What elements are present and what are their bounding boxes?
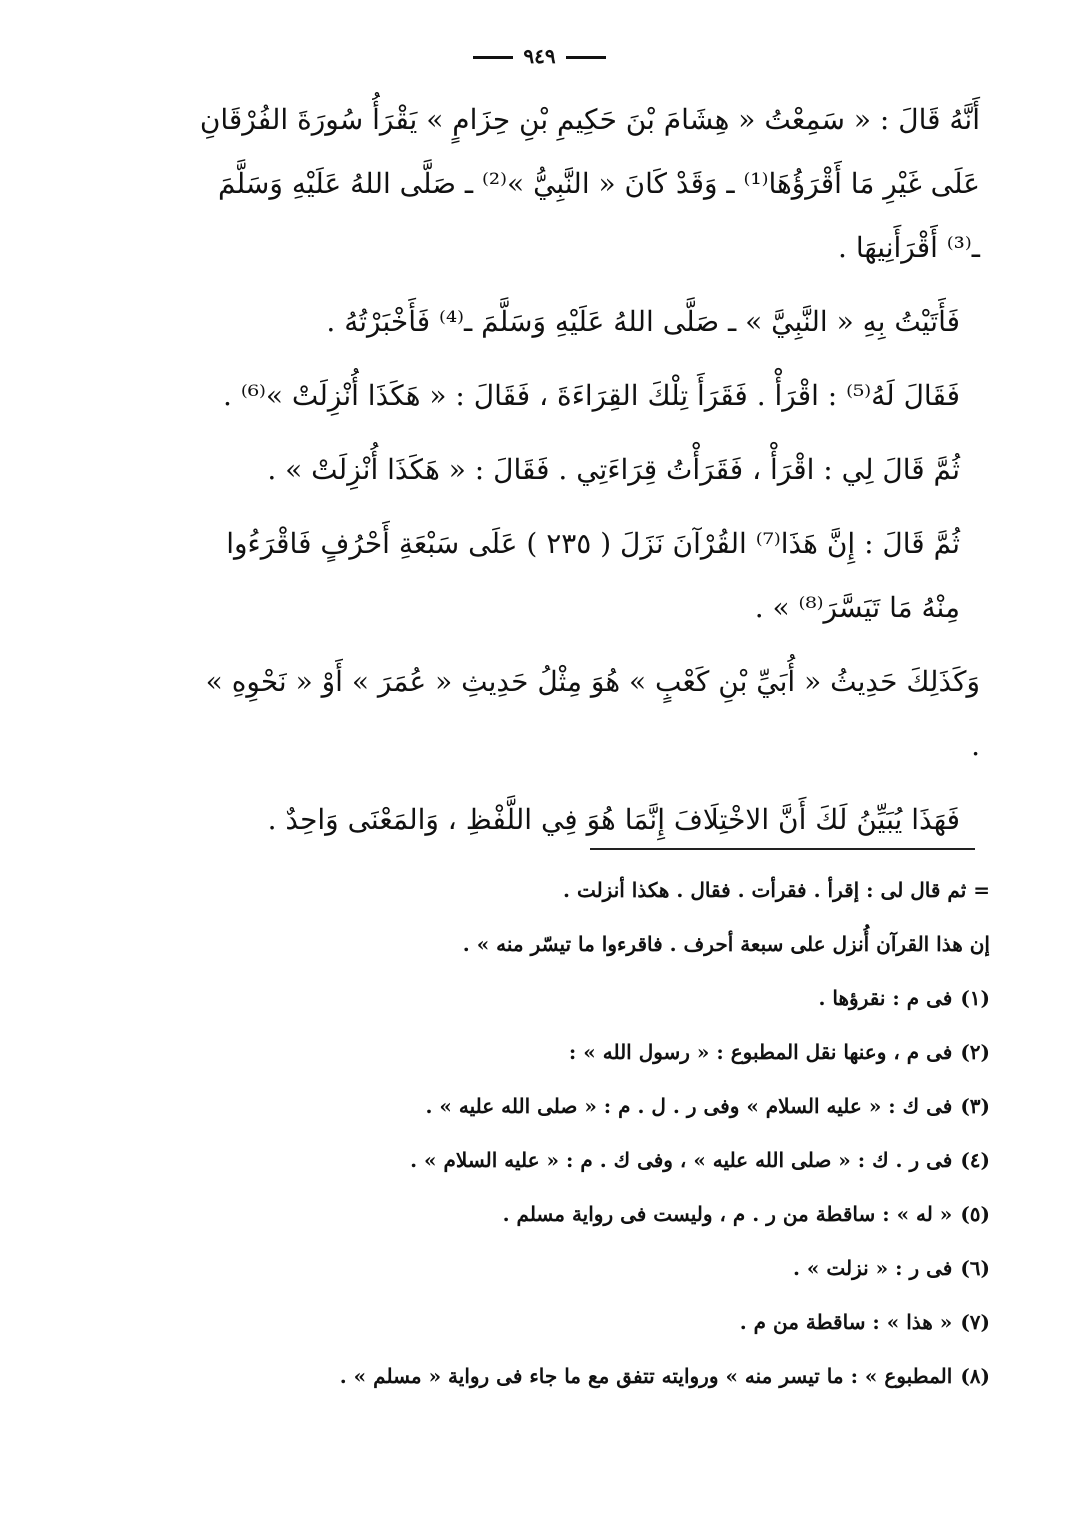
footnote <box>230 1136 990 1184</box>
paragraph: وَكَذَلِكَ حَدِيثُ « أُبَيِّ بْنِ كَعْبٍ » هُوَ مِثْلُ حَدِيثِ « عُمَرَ » أَوْ « نَحْوِهِ » . <box>205 665 980 762</box>
footnotes <box>230 866 990 1406</box>
footnote-text: فى ر : « نزلت » . <box>792 1256 953 1280</box>
page-number <box>0 44 1079 68</box>
footnote-number: (٢) <box>960 1040 990 1064</box>
footnote <box>230 1028 990 1076</box>
paragraph: ثُمَّ قَالَ لِي : اقْرَأْ ، فَقَرَأْتُ قِرَاءَتِي . فَقَالَ : « هَكَذَا أُنْزِلَتْ » . <box>267 453 960 486</box>
footnote-number: (١) <box>960 986 990 1010</box>
footnote-number: (٦) <box>960 1256 990 1280</box>
paragraph: فَهَذَا يُبَيِّنُ لَكَ أَنَّ الاخْتِلَافَ إِنَّمَا هُوَ فِي اللَّفْظِ ، وَالمَعْنَى وَاحِدٌ . <box>267 803 960 836</box>
footnote <box>230 1298 990 1346</box>
footnote-number: (٧) <box>960 1310 990 1334</box>
footnote <box>230 1082 990 1130</box>
paragraph: أَنَّهُ قَالَ : « سَمِعْتُ « هِشَامَ بْنَ حَكِيمِ بْنِ حِزَامٍ » يَقْرَأُ سُورَةَ الفُرْقَانِ عَلَى غَيْرِ مَا أَقْرَؤُهَا⁽¹⁾ ـ وَقَدْ كَانَ « النَّبِيُّ »⁽²⁾ ـ صَلَّى اللهُ عَلَيْهِ وَسَلَّمَ ـ⁽³⁾ أَقْرَأَنِيهَا . <box>199 103 980 264</box>
footnote-divider <box>590 848 975 850</box>
footnote-continuation: إن هذا القرآن أُنزل على سبعة أحرف . فاقرءوا ما تيسّر منه » . <box>462 932 990 956</box>
footnote-continuation: = ثم قال لى : إقرأ . فقرأت . فقال . هكذا أنزلت . <box>563 878 990 902</box>
footnote <box>230 974 990 1022</box>
footnote-text: فى م ، وعنها نقل المطبوع : « رسول الله » : <box>568 1040 953 1064</box>
footnote-number: (٣) <box>960 1094 990 1118</box>
paragraph: فَأَتَيْتُ بِهِ « النَّبِيَّ » ـ صَلَّى اللهُ عَلَيْهِ وَسَلَّمَ ـ⁽⁴⁾ فَأَخْبَرْتُهُ . <box>326 305 960 338</box>
paragraph: ثُمَّ قَالَ : إِنَّ هَذَا⁽⁷⁾ القُرْآنَ نَزَلَ ( ٢٣٥ ) عَلَى سَبْعَةِ أَحْرُفٍ فَاقْرَءُوا مِنْهُ مَا تَيَسَّرَ⁽⁸⁾ » . <box>226 527 960 624</box>
footnote-text: فى م : نقرؤها . <box>818 986 953 1010</box>
footnote-text: فى ر . ك : « صلى الله عليه » ، وفى ك . م : « عليه السلام » . <box>410 1148 953 1172</box>
footnote-text: فى ك : « عليه السلام » وفى ر . ل . م : « صلى الله عليه » . <box>425 1094 953 1118</box>
footnote-number: (٨) <box>960 1364 990 1388</box>
page-number-dash-left <box>473 56 513 59</box>
page-number-dash-right <box>566 56 606 59</box>
footnote-text: « هذا » : ساقطة من م . <box>739 1310 953 1334</box>
main-text <box>190 88 980 862</box>
footnote-number: (٥) <box>960 1202 990 1226</box>
footnote <box>230 1352 990 1400</box>
footnote <box>230 1244 990 1292</box>
footnote <box>230 1190 990 1238</box>
paragraph: فَقَالَ لَهُ⁽⁵⁾ : اقْرَأْ . فَقَرَأَ تِلْكَ القِرَاءَةَ ، فَقَالَ : « هَكَذَا أُنْزِلَتْ »⁽⁶⁾ . <box>223 379 960 412</box>
page-number-value: ٩٤٩ <box>523 44 556 68</box>
footnote-text: « له » : ساقطة من ر . م ، وليست فى رواية مسلم . <box>502 1202 953 1226</box>
footnote-text: المطبوع » : ما تيسر منه » وروايته تتفق مع ما جاء فى رواية « مسلم » . <box>339 1364 953 1388</box>
footnote-number: (٤) <box>960 1148 990 1172</box>
